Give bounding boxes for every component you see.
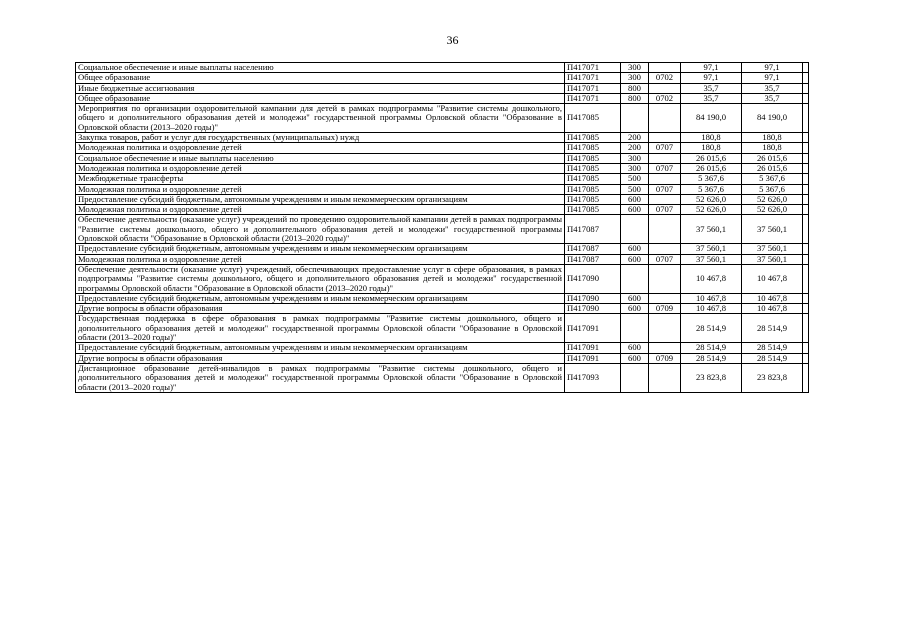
row-section-cell (649, 174, 681, 184)
budget-table (75, 62, 809, 393)
row-target-code-cell: П417085 (565, 133, 621, 143)
row-name-cell: Молодежная политика и оздоровление детей (76, 254, 565, 264)
row-target-code-cell: П417091 (565, 314, 621, 343)
row-blank-cell (803, 153, 809, 163)
row-expense-type-cell (621, 314, 649, 343)
row-amount-cell: 35,7 (742, 83, 803, 93)
table-row (76, 153, 809, 163)
row-expense-type-cell: 600 (621, 293, 649, 303)
row-blank-cell (803, 194, 809, 204)
row-section-cell (649, 133, 681, 143)
row-expense-type-cell: 600 (621, 244, 649, 254)
row-name-cell: Молодежная политика и оздоровление детей (76, 184, 565, 194)
budget-table-body (76, 63, 809, 393)
row-section-cell (649, 194, 681, 204)
row-name-cell: Предоставление субсидий бюджетным, автономным учреждениям и иным некоммерческим организациям (76, 293, 565, 303)
row-section-cell: 0702 (649, 73, 681, 83)
row-amount-cell: 84 190,0 (742, 104, 803, 133)
row-section-cell (649, 293, 681, 303)
row-amount-cell: 10 467,8 (681, 264, 742, 293)
row-blank-cell (803, 254, 809, 264)
row-name-cell: Межбюджетные трансферты (76, 174, 565, 184)
row-amount-cell: 52 626,0 (681, 194, 742, 204)
row-amount-cell: 37 560,1 (681, 244, 742, 254)
row-target-code-cell: П417090 (565, 304, 621, 314)
table-row (76, 93, 809, 103)
table-row (76, 314, 809, 343)
table-row (76, 184, 809, 194)
row-blank-cell (803, 174, 809, 184)
row-section-cell (649, 244, 681, 254)
table-row (76, 215, 809, 244)
row-name-cell: Закупка товаров, работ и услуг для государственных (муниципальных) нужд (76, 133, 565, 143)
row-blank-cell (803, 343, 809, 353)
row-blank-cell (803, 83, 809, 93)
row-amount-cell: 23 823,8 (681, 363, 742, 392)
row-amount-cell: 52 626,0 (681, 205, 742, 215)
row-amount-cell: 180,8 (681, 143, 742, 153)
table-row (76, 353, 809, 363)
row-blank-cell (803, 293, 809, 303)
row-blank-cell (803, 353, 809, 363)
row-target-code-cell: П417071 (565, 63, 621, 73)
row-blank-cell (803, 184, 809, 194)
row-section-cell: 0707 (649, 143, 681, 153)
row-blank-cell (803, 93, 809, 103)
row-target-code-cell: П417085 (565, 143, 621, 153)
row-target-code-cell: П417093 (565, 363, 621, 392)
row-amount-cell: 28 514,9 (742, 353, 803, 363)
row-amount-cell: 37 560,1 (681, 215, 742, 244)
row-amount-cell: 5 367,6 (742, 184, 803, 194)
table-row (76, 104, 809, 133)
row-amount-cell: 97,1 (681, 63, 742, 73)
row-blank-cell (803, 363, 809, 392)
row-section-cell: 0707 (649, 205, 681, 215)
table-row (76, 205, 809, 215)
row-name-cell: Обеспечение деятельности (оказание услуг) учреждений, обеспечивающих предоставление услуг в сфере образования, в рамках подпрограммы "Развитие системы дошкольного, общего и дополнительного образования детей и молодежи" государственной программы Орловской области "Образование в Орловской области (2013–2020 годы)" (76, 264, 565, 293)
table-row (76, 343, 809, 353)
row-amount-cell: 180,8 (742, 143, 803, 153)
row-amount-cell: 180,8 (681, 133, 742, 143)
row-amount-cell: 10 467,8 (681, 293, 742, 303)
row-name-cell: Предоставление субсидий бюджетным, автономным учреждениям и иным некоммерческим организациям (76, 343, 565, 353)
table-row (76, 63, 809, 73)
row-name-cell: Предоставление субсидий бюджетным, автономным учреждениям и иным некоммерческим организациям (76, 244, 565, 254)
row-expense-type-cell (621, 215, 649, 244)
row-name-cell: Общее образование (76, 93, 565, 103)
row-expense-type-cell (621, 264, 649, 293)
table-row (76, 244, 809, 254)
row-expense-type-cell: 500 (621, 184, 649, 194)
table-row (76, 73, 809, 83)
row-amount-cell: 52 626,0 (742, 194, 803, 204)
row-section-cell (649, 264, 681, 293)
row-expense-type-cell: 600 (621, 304, 649, 314)
row-name-cell: Иные бюджетные ассигнования (76, 83, 565, 93)
row-amount-cell: 28 514,9 (742, 343, 803, 353)
row-amount-cell: 97,1 (742, 73, 803, 83)
row-section-cell (649, 83, 681, 93)
table-row (76, 83, 809, 93)
table-row (76, 304, 809, 314)
row-target-code-cell: П417091 (565, 343, 621, 353)
row-blank-cell (803, 163, 809, 173)
row-target-code-cell: П417071 (565, 93, 621, 103)
table-row (76, 194, 809, 204)
row-name-cell: Социальное обеспечение и иные выплаты населению (76, 153, 565, 163)
table-row (76, 174, 809, 184)
row-section-cell: 0707 (649, 254, 681, 264)
row-amount-cell: 28 514,9 (681, 343, 742, 353)
row-blank-cell (803, 244, 809, 254)
row-amount-cell: 5 367,6 (742, 174, 803, 184)
row-expense-type-cell (621, 104, 649, 133)
row-target-code-cell: П417087 (565, 254, 621, 264)
row-amount-cell: 97,1 (681, 73, 742, 83)
row-amount-cell: 37 560,1 (681, 254, 742, 264)
row-amount-cell: 10 467,8 (742, 304, 803, 314)
table-row (76, 264, 809, 293)
row-target-code-cell: П417091 (565, 353, 621, 363)
row-amount-cell: 28 514,9 (681, 314, 742, 343)
row-blank-cell (803, 205, 809, 215)
row-expense-type-cell: 800 (621, 83, 649, 93)
row-name-cell: Обеспечение деятельности (оказание услуг) учреждений по проведению оздоровительной кампании детей в рамках подпрограммы "Развитие системы дошкольного, общего и дополнительного образования детей и молодежи" государственной программы Орловской области "Образование в Орловской области (2013–2020 годы)" (76, 215, 565, 244)
row-section-cell: 0702 (649, 93, 681, 103)
row-expense-type-cell: 500 (621, 174, 649, 184)
row-amount-cell: 26 015,6 (681, 153, 742, 163)
row-name-cell: Государственная поддержка в сфере образования в рамках подпрограммы "Развитие системы дошкольного, общего и дополнительного образования детей и молодежи" государственной программы Орловской области "Образование в Орловской области (2013–2020 годы)" (76, 314, 565, 343)
row-expense-type-cell: 300 (621, 63, 649, 73)
row-name-cell: Мероприятия по организации оздоровительной кампании для детей в рамках подпрограммы "Развитие системы дошкольного, общего и дополнительного образования детей и молодежи" государственной программы Орловской области "Образование в Орловской области (2013–2020 годы)" (76, 104, 565, 133)
table-row (76, 293, 809, 303)
row-target-code-cell: П417071 (565, 73, 621, 83)
table-row (76, 363, 809, 392)
row-name-cell: Молодежная политика и оздоровление детей (76, 205, 565, 215)
row-amount-cell: 5 367,6 (681, 184, 742, 194)
row-target-code-cell: П417085 (565, 194, 621, 204)
row-section-cell: 0707 (649, 184, 681, 194)
table-row (76, 143, 809, 153)
row-section-cell (649, 314, 681, 343)
row-amount-cell: 5 367,6 (681, 174, 742, 184)
row-target-code-cell: П417085 (565, 184, 621, 194)
row-expense-type-cell: 300 (621, 163, 649, 173)
row-expense-type-cell: 600 (621, 353, 649, 363)
row-expense-type-cell (621, 363, 649, 392)
row-blank-cell (803, 104, 809, 133)
row-expense-type-cell: 600 (621, 254, 649, 264)
row-amount-cell: 37 560,1 (742, 254, 803, 264)
table-row (76, 254, 809, 264)
row-amount-cell: 23 823,8 (742, 363, 803, 392)
row-name-cell: Молодежная политика и оздоровление детей (76, 143, 565, 153)
row-amount-cell: 10 467,8 (742, 293, 803, 303)
row-section-cell: 0709 (649, 304, 681, 314)
row-amount-cell: 28 514,9 (681, 353, 742, 363)
row-expense-type-cell: 200 (621, 133, 649, 143)
row-name-cell: Общее образование (76, 73, 565, 83)
page-number: 36 (446, 33, 459, 47)
row-amount-cell: 37 560,1 (742, 215, 803, 244)
row-expense-type-cell: 300 (621, 153, 649, 163)
row-section-cell (649, 104, 681, 133)
row-amount-cell: 52 626,0 (742, 205, 803, 215)
table-row (76, 133, 809, 143)
row-expense-type-cell: 600 (621, 205, 649, 215)
row-target-code-cell: П417071 (565, 83, 621, 93)
row-section-cell (649, 215, 681, 244)
row-name-cell: Дистанционное образование детей-инвалидов в рамках подпрограммы "Развитие системы дошкольного, общего и дополнительного образования детей и молодежи" государственной программы Орловской области "Образование в Орловской области (2013–2020 годы)" (76, 363, 565, 392)
row-target-code-cell: П417087 (565, 215, 621, 244)
row-blank-cell (803, 63, 809, 73)
row-expense-type-cell: 600 (621, 343, 649, 353)
row-blank-cell (803, 143, 809, 153)
row-section-cell: 0707 (649, 163, 681, 173)
row-amount-cell: 35,7 (742, 93, 803, 103)
row-name-cell: Молодежная политика и оздоровление детей (76, 163, 565, 173)
row-section-cell (649, 153, 681, 163)
row-target-code-cell: П417090 (565, 293, 621, 303)
row-section-cell (649, 363, 681, 392)
row-amount-cell: 26 015,6 (742, 153, 803, 163)
row-target-code-cell: П417085 (565, 104, 621, 133)
row-target-code-cell: П417085 (565, 205, 621, 215)
row-expense-type-cell: 600 (621, 194, 649, 204)
row-target-code-cell: П417085 (565, 153, 621, 163)
row-amount-cell: 10 467,8 (742, 264, 803, 293)
row-target-code-cell: П417085 (565, 174, 621, 184)
row-expense-type-cell: 300 (621, 73, 649, 83)
row-name-cell: Другие вопросы в области образования (76, 304, 565, 314)
row-blank-cell (803, 73, 809, 83)
row-blank-cell (803, 215, 809, 244)
row-target-code-cell: П417087 (565, 244, 621, 254)
row-section-cell (649, 343, 681, 353)
row-amount-cell: 26 015,6 (742, 163, 803, 173)
table-row (76, 163, 809, 173)
row-blank-cell (803, 133, 809, 143)
row-name-cell: Предоставление субсидий бюджетным, автономным учреждениям и иным некоммерческим организациям (76, 194, 565, 204)
row-blank-cell (803, 304, 809, 314)
row-blank-cell (803, 264, 809, 293)
row-amount-cell: 37 560,1 (742, 244, 803, 254)
row-name-cell: Социальное обеспечение и иные выплаты населению (76, 63, 565, 73)
row-amount-cell: 35,7 (681, 83, 742, 93)
row-target-code-cell: П417085 (565, 163, 621, 173)
row-amount-cell: 97,1 (742, 63, 803, 73)
row-section-cell: 0709 (649, 353, 681, 363)
row-expense-type-cell: 200 (621, 143, 649, 153)
row-name-cell: Другие вопросы в области образования (76, 353, 565, 363)
row-amount-cell: 84 190,0 (681, 104, 742, 133)
row-amount-cell: 35,7 (681, 93, 742, 103)
row-amount-cell: 10 467,8 (681, 304, 742, 314)
row-blank-cell (803, 314, 809, 343)
row-amount-cell: 26 015,6 (681, 163, 742, 173)
row-target-code-cell: П417090 (565, 264, 621, 293)
row-expense-type-cell: 800 (621, 93, 649, 103)
row-section-cell (649, 63, 681, 73)
row-amount-cell: 28 514,9 (742, 314, 803, 343)
row-amount-cell: 180,8 (742, 133, 803, 143)
